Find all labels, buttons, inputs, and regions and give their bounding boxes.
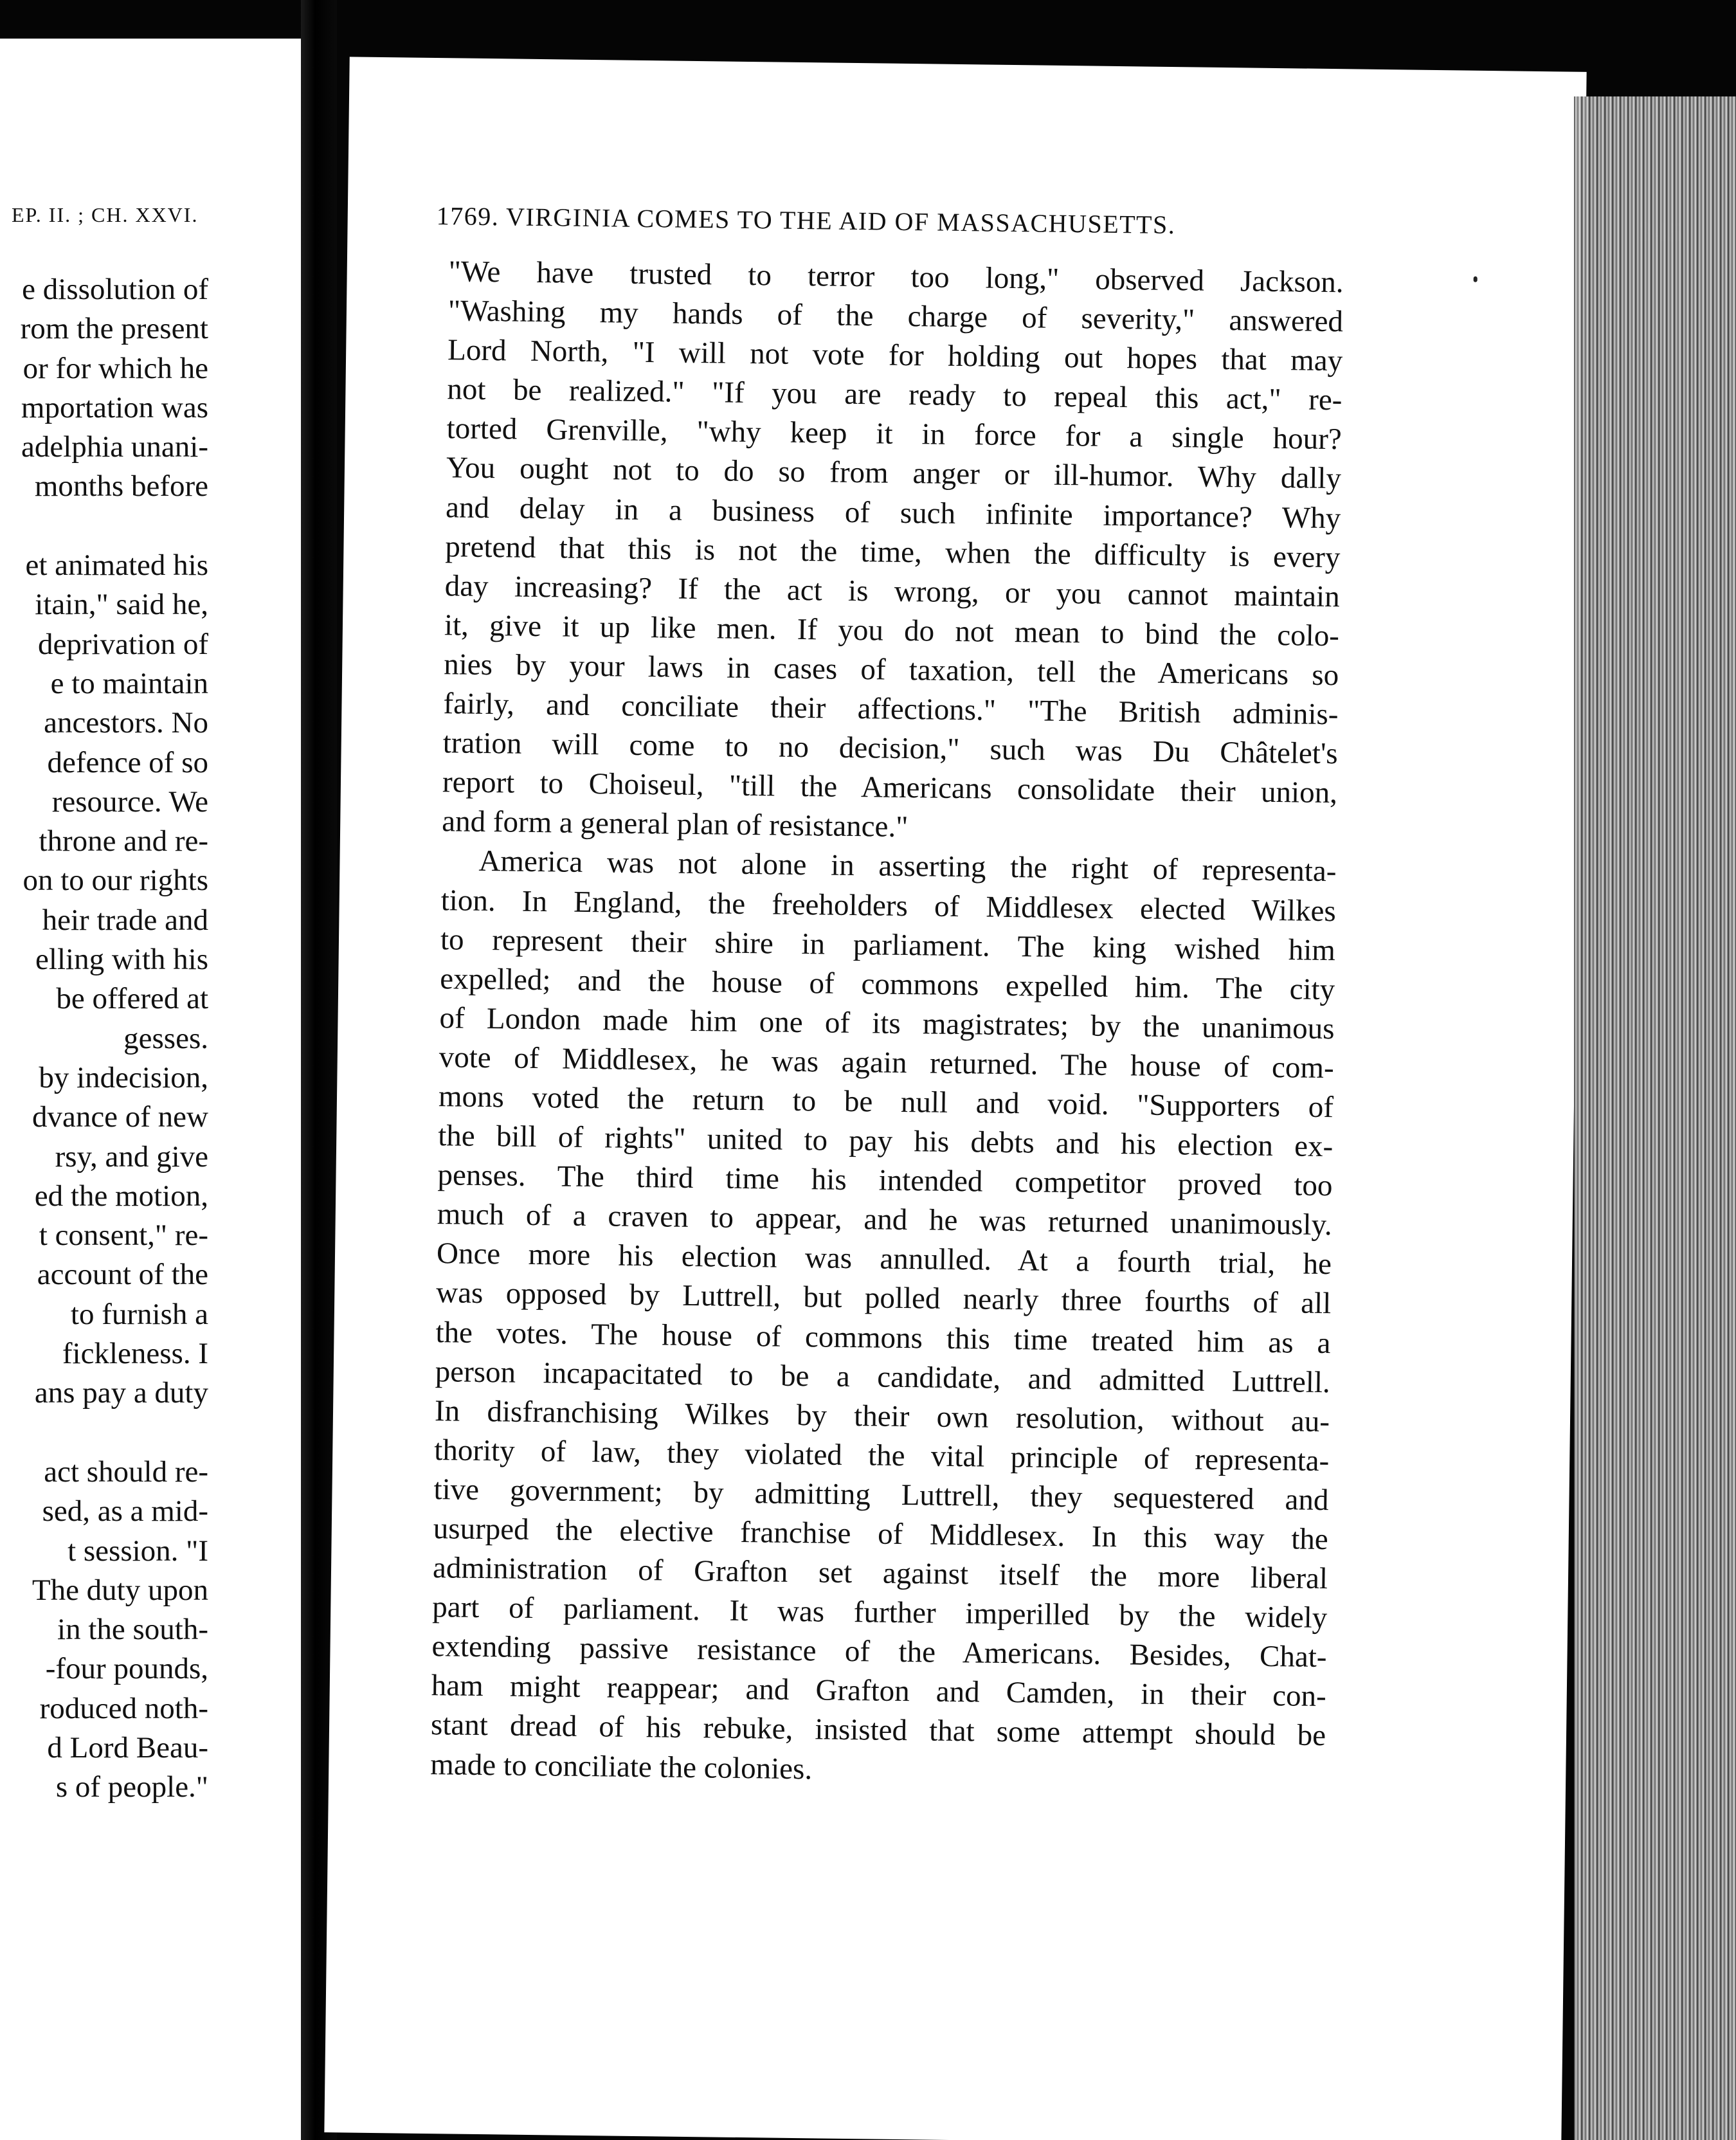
left-text-line: ancestors. No (44, 706, 208, 740)
text-line: usurped the elective franchise of Middlesex. In this way the (433, 1512, 1329, 1557)
left-text-line: e dissolution of (22, 273, 208, 306)
left-text-line: act should re- (44, 1455, 208, 1489)
text-line: fairly, and conciliate their affections." "The British adminis- (443, 687, 1339, 732)
text-line: Once more his election was annulled. At a fourth trial, he (436, 1237, 1332, 1282)
left-text-line (21, 507, 208, 546)
page-edges (1574, 96, 1736, 2140)
running-head (436, 201, 1683, 249)
text-line: America was not alone in asserting the right of representa- (478, 844, 1337, 889)
text-line: extending passive resistance of the Americans. Besides, Chat- (431, 1629, 1327, 1674)
left-text-line: fickleness. I (62, 1337, 208, 1371)
text-line: made to conciliate the colonies. (430, 1747, 813, 1786)
text-line: was opposed by Luttrell, but polled nearly three fourths of all (435, 1276, 1332, 1321)
text-line: day increasing? If the act is wrong, or you cannot maintain (444, 568, 1340, 613)
text-line: stant dread of his rebuke, insisted that some attempt should be (430, 1708, 1326, 1753)
left-text-line: months before (34, 469, 208, 503)
text-line: You ought not to do so from anger or ill-humor. Why dally (446, 451, 1342, 496)
left-text-line: d Lord Beau- (47, 1730, 208, 1764)
left-text-line: heir trade and (42, 903, 208, 937)
text-line: the bill of rights" united to pay his debts and his election ex- (437, 1119, 1334, 1164)
text-line: it, give it up like men. If you do not mean to bind the colo- (444, 608, 1340, 653)
text-line: "We have trusted to terror too long," observed Jackson. (448, 255, 1344, 300)
text-line: mons voted the return to be null and void. "Supporters of (438, 1080, 1334, 1125)
text-line: ham might reappear; and Grafton and Camden, in their con- (431, 1669, 1327, 1714)
left-text-line: resource. We (51, 784, 208, 819)
text-line: of London made him one of its magistrates; by the unanimous (439, 1001, 1335, 1046)
left-text-line: on to our rights (23, 864, 208, 898)
left-text-line: defence of so (47, 745, 208, 779)
text-line: tion. In England, the freeholders of Middlesex elected Wilkes (440, 883, 1336, 928)
left-text-line: elling with his (35, 943, 208, 977)
left-text-line: account of the (37, 1258, 208, 1292)
left-text-line: The duty upon (32, 1573, 208, 1607)
text-line: tration will come to no decision," such was Du Châtelet's (442, 726, 1338, 771)
left-text-line: in the south- (57, 1613, 208, 1647)
text-line: Lord North, "I will not vote for holding out hopes that may (447, 333, 1343, 378)
text-line: tive government; by admitting Luttrell, they sequestered and (433, 1473, 1329, 1518)
running-head-title: 1769. VIRGINIA COMES TO THE AID OF MASSACHUSETTS. (436, 201, 1176, 240)
text-line: vote of Middlesex, he was again returned. The house of com- (439, 1040, 1335, 1085)
text-line: penses. The third time his intended competitor proved too (437, 1158, 1333, 1203)
right-page (324, 57, 1586, 2140)
left-text-line: et animated his (25, 549, 208, 583)
left-text-line: t consent," re- (39, 1219, 208, 1253)
left-text-line: e to maintain (50, 666, 208, 700)
left-text-line: roduced noth- (39, 1691, 208, 1725)
text-line: much of a craven to appear, and he was returned unanimously. (437, 1197, 1333, 1242)
text-line: and delay in a business of such infinite importance? Why (445, 490, 1341, 535)
text-line: expelled; and the house of commons expelled him. The city (439, 961, 1335, 1006)
left-text-line: gesses. (123, 1021, 208, 1055)
text-line: pretend that this is not the time, when the difficulty is every (445, 529, 1341, 574)
left-text-line: to furnish a (70, 1297, 208, 1331)
left-page-text (21, 270, 208, 1808)
left-text-line: ed the motion, (34, 1179, 208, 1213)
left-text-line: itain," said he, (35, 588, 208, 622)
page-body-text (430, 252, 1344, 1795)
left-text-line: be offered at (56, 982, 208, 1016)
left-text-line: or for which he (23, 351, 208, 385)
text-line: nies by your laws in cases of taxation, tell the Americans so (443, 648, 1339, 693)
text-line: person incapacitated to be a candidate, and admitted Luttrell. (435, 1354, 1331, 1399)
text-line: and form a general plan of resistance." (441, 804, 909, 844)
left-text-line: t session. "I (68, 1534, 208, 1568)
text-line: part of parliament. It was further imperilled by the widely (432, 1590, 1328, 1635)
left-text-line: adelphia unani- (21, 430, 208, 464)
text-line: to represent their shire in parliament. The king wished him (440, 922, 1336, 967)
left-text-line: rom the present (20, 312, 208, 346)
text-line: the votes. The house of commons this time treated him as a (435, 1315, 1331, 1360)
text-line: thority of law, they violated the vital principle of representa- (434, 1433, 1330, 1478)
text-line: report to Choiseul, "till the Americans consolidate their union, (442, 765, 1338, 810)
text-line: not be realized." "If you are ready to repeal this act," re- (447, 372, 1343, 417)
left-page (0, 39, 301, 2140)
left-text-line: -four pounds, (45, 1652, 208, 1686)
left-text-line: throne and re- (39, 824, 208, 858)
text-line: "Washing my hands of the charge of severity," answered (448, 294, 1344, 339)
left-running-head: EP. II. ; CH. XXVI. (12, 203, 199, 226)
left-text-line: sed, as a mid- (42, 1494, 208, 1528)
text-line: administration of Grafton set against itself the more liberal (432, 1551, 1328, 1596)
left-text-line: ans pay a duty (34, 1376, 208, 1410)
text-line: In disfranchising Wilkes by their own resolution, without au- (434, 1393, 1330, 1438)
left-text-line: dvance of new (32, 1100, 208, 1134)
left-text-line: by indecision, (39, 1060, 208, 1094)
left-text-line: rsy, and give (55, 1139, 208, 1174)
ink-speck (1474, 277, 1478, 282)
left-text-line: mportation was (21, 390, 208, 424)
text-line: torted Grenville, "why keep it in force for a single hour? (446, 412, 1342, 457)
left-text-line: deprivation of (38, 627, 208, 661)
left-text-line (21, 1413, 208, 1453)
left-text-line: s of people." (55, 1770, 208, 1804)
